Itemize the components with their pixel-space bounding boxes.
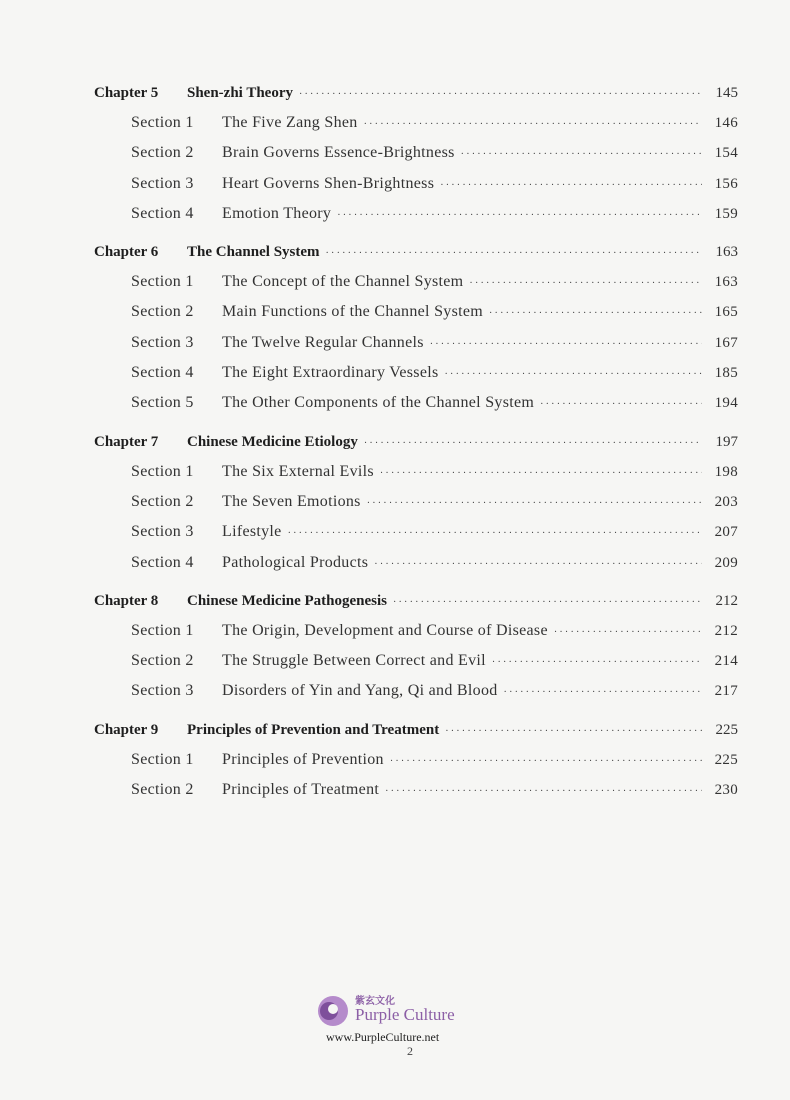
section-label — [131, 199, 331, 229]
section-entry — [94, 108, 738, 138]
section-label — [131, 328, 424, 358]
section-number: Section 1 — [131, 114, 194, 131]
chapter-number: Chapter 8 — [94, 592, 159, 609]
logo-name: Purple Culture — [355, 1005, 455, 1024]
section-entry — [94, 616, 738, 646]
section-title: The Eight Extraordinary Vessels — [222, 364, 439, 382]
chapter-number: Chapter 6 — [94, 244, 159, 261]
section-page: 185 — [714, 365, 738, 382]
section-title: The Origin, Development and Course of Disease — [222, 621, 548, 639]
section-number: Section 5 — [131, 394, 194, 412]
section-label — [131, 169, 434, 199]
section-page: 209 — [714, 554, 738, 571]
chapter-entry — [94, 586, 738, 616]
publisher-footer — [300, 990, 520, 1060]
section-label — [131, 548, 368, 578]
section-entry — [94, 457, 738, 487]
section-entry — [94, 487, 738, 517]
dot-leader — [492, 648, 702, 678]
section-label — [131, 676, 498, 706]
chapter-title: The Channel System — [187, 244, 320, 261]
section-label — [131, 745, 384, 775]
table-of-contents — [94, 78, 738, 813]
dot-leader — [554, 618, 702, 648]
section-title: Pathological Products — [222, 553, 369, 571]
section-title: The Five Zang Shen — [222, 114, 358, 131]
chapter-page: 145 — [715, 85, 738, 101]
dot-leader — [364, 429, 702, 459]
dot-leader — [326, 239, 702, 269]
section-label — [131, 616, 548, 646]
dot-leader — [288, 519, 702, 549]
chapter-page: 163 — [715, 244, 738, 261]
section-page: 194 — [714, 395, 738, 412]
dot-leader — [430, 330, 702, 360]
section-page: 198 — [714, 463, 738, 480]
section-title: The Six External Evils — [222, 462, 374, 480]
chapter-entry — [94, 78, 738, 108]
section-page: 212 — [714, 622, 738, 639]
section-entry — [94, 388, 738, 418]
dot-leader — [364, 110, 702, 140]
section-number: Section 3 — [131, 682, 194, 700]
dot-leader — [374, 550, 702, 580]
chapter-entry — [94, 427, 738, 457]
section-label — [131, 297, 483, 327]
section-page: 230 — [714, 782, 738, 799]
publisher-url: www.PurpleCulture.net — [326, 1030, 440, 1044]
section-entry — [94, 358, 738, 388]
section-entry — [94, 745, 738, 775]
section-number: Section 1 — [131, 750, 194, 768]
section-number: Section 3 — [131, 174, 194, 192]
section-number: Section 1 — [131, 273, 194, 291]
section-number: Section 2 — [131, 303, 194, 321]
section-entry — [94, 169, 738, 199]
dot-leader — [504, 678, 702, 708]
chapter-label — [94, 427, 358, 457]
section-entry — [94, 267, 738, 297]
section-number: Section 2 — [131, 492, 194, 510]
section-page: 207 — [714, 524, 738, 541]
section-label — [131, 517, 282, 547]
chapter-label — [94, 78, 293, 108]
section-number: Section 1 — [131, 621, 194, 639]
section-number: Section 2 — [131, 781, 194, 799]
section-number: Section 4 — [131, 204, 194, 222]
section-number: Section 2 — [131, 144, 194, 162]
section-title: Heart Governs Shen-Brightness — [222, 174, 435, 192]
section-title: Lifestyle — [222, 523, 282, 541]
section-title: The Seven Emotions — [222, 492, 361, 510]
dot-leader — [367, 489, 702, 519]
chapter-number: Chapter 9 — [94, 721, 159, 738]
chapter-group — [94, 715, 738, 806]
section-title: Emotion Theory — [222, 204, 332, 222]
section-entry — [94, 548, 738, 578]
section-number: Section 1 — [131, 462, 194, 480]
chapter-group — [94, 78, 738, 229]
section-page: 154 — [714, 145, 738, 162]
dot-leader — [390, 747, 702, 777]
section-number: Section 3 — [131, 523, 194, 541]
section-entry — [94, 646, 738, 676]
chapter-title: Principles of Prevention and Treatment — [187, 721, 440, 738]
section-entry — [94, 517, 738, 547]
chapter-number: Chapter 5 — [94, 85, 159, 101]
dot-leader — [299, 80, 702, 110]
section-label — [131, 108, 358, 138]
dot-leader — [469, 269, 702, 299]
section-page: 225 — [714, 751, 738, 768]
dot-leader — [380, 459, 702, 489]
section-page: 146 — [714, 115, 738, 131]
chapter-page: 197 — [715, 433, 738, 450]
section-number: Section 4 — [131, 364, 194, 382]
section-page: 203 — [714, 493, 738, 510]
section-entry — [94, 775, 738, 805]
section-number: Section 4 — [131, 553, 194, 571]
section-page: 163 — [714, 274, 738, 291]
logo-chinese-text: 紫玄文化 — [355, 996, 395, 1007]
section-entry — [94, 138, 738, 168]
section-title: Disorders of Yin and Yang, Qi and Blood — [222, 682, 498, 700]
dot-leader — [540, 390, 702, 420]
chapter-group — [94, 586, 738, 707]
section-entry — [94, 676, 738, 706]
dot-leader — [445, 717, 702, 747]
section-page: 156 — [714, 175, 738, 192]
section-page: 167 — [714, 334, 738, 351]
chapter-page: 212 — [715, 592, 738, 609]
purple-culture-logo-icon — [316, 994, 350, 1028]
section-entry — [94, 199, 738, 229]
section-number: Section 3 — [131, 333, 194, 351]
chapter-title: Chinese Medicine Pathogenesis — [187, 592, 387, 609]
section-page: 159 — [714, 205, 738, 222]
section-number: Section 2 — [131, 652, 194, 670]
section-page: 214 — [714, 653, 738, 670]
section-label — [131, 388, 534, 418]
section-label — [131, 267, 463, 297]
section-title: The Twelve Regular Channels — [222, 333, 424, 351]
chapter-group — [94, 427, 738, 578]
chapter-entry — [94, 237, 738, 267]
chapter-label — [94, 237, 320, 267]
section-label — [131, 457, 374, 487]
section-page: 217 — [714, 683, 738, 700]
section-page: 165 — [714, 304, 738, 321]
section-label — [131, 487, 361, 517]
section-label — [131, 138, 455, 168]
dot-leader — [393, 588, 702, 618]
page-number: 2 — [407, 1044, 413, 1058]
dot-leader — [489, 299, 702, 329]
section-title: Main Functions of the Channel System — [222, 303, 484, 321]
chapter-group — [94, 237, 738, 418]
section-title: Brain Governs Essence-Brightness — [222, 144, 455, 162]
dot-leader — [445, 360, 702, 390]
chapter-title: Shen-zhi Theory — [187, 85, 293, 101]
section-label — [131, 775, 379, 805]
section-entry — [94, 297, 738, 327]
section-title: The Struggle Between Correct and Evil — [222, 652, 486, 670]
chapter-label — [94, 586, 387, 616]
section-title: Principles of Treatment — [222, 781, 380, 799]
chapter-page: 225 — [715, 721, 738, 738]
chapter-number: Chapter 7 — [94, 433, 159, 450]
section-label — [131, 646, 486, 676]
section-title: The Concept of the Channel System — [222, 273, 464, 291]
section-entry — [94, 328, 738, 358]
section-title: Principles of Prevention — [222, 750, 384, 768]
chapter-title: Chinese Medicine Etiology — [187, 433, 358, 450]
section-title: The Other Components of the Channel System — [222, 394, 535, 412]
dot-leader — [440, 171, 702, 201]
dot-leader — [461, 140, 702, 170]
section-label — [131, 358, 439, 388]
chapter-label — [94, 715, 439, 745]
dot-leader — [337, 201, 702, 231]
dot-leader — [385, 777, 702, 807]
chapter-entry — [94, 715, 738, 745]
